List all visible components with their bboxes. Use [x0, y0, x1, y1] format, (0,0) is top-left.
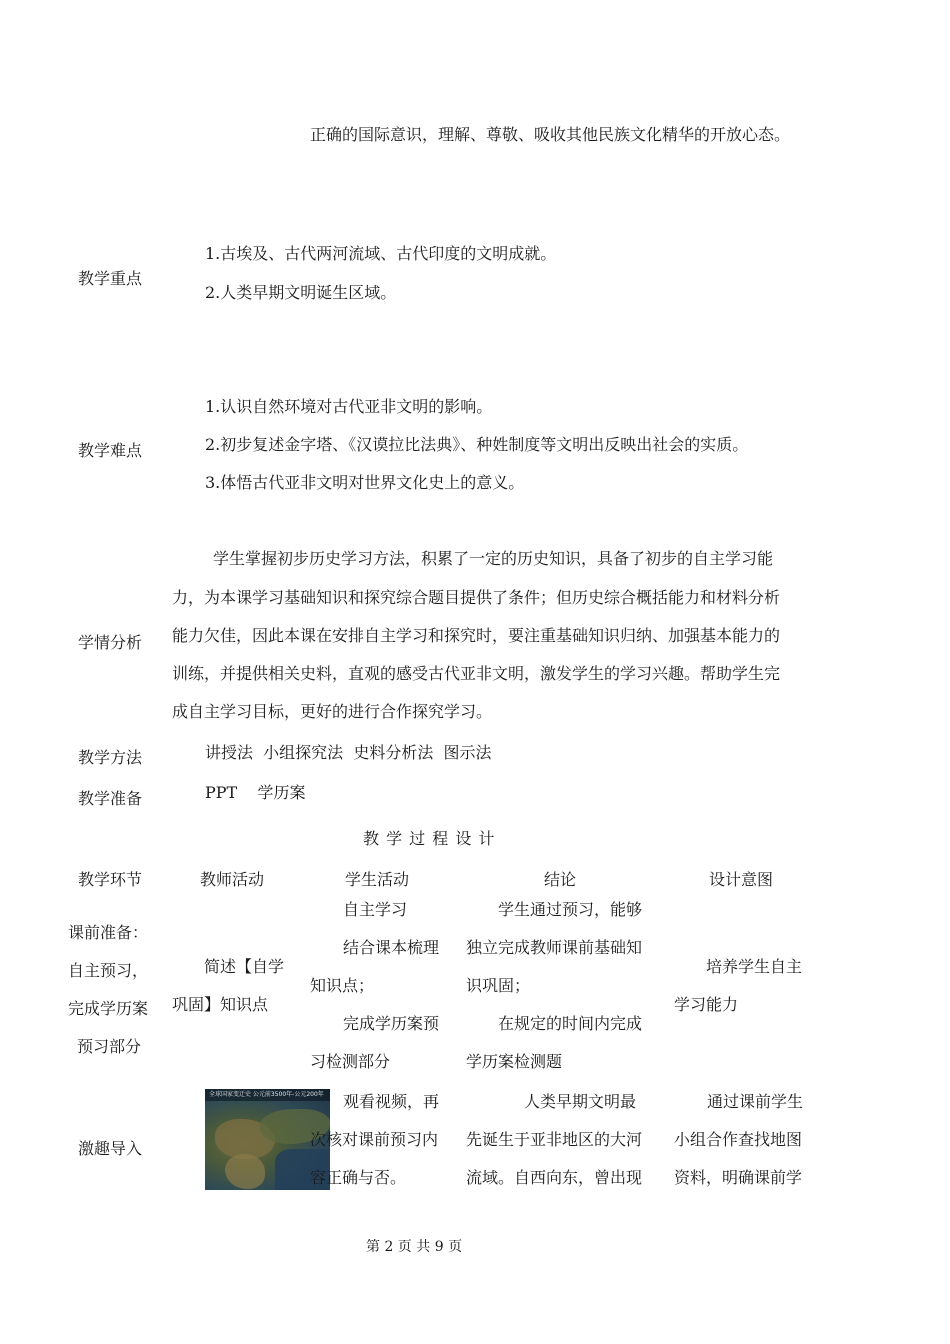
analysis-label: 学情分析 [78, 633, 143, 652]
difficulty-1: 1.认识自然环境对古代亚非文明的影响。 [205, 397, 493, 416]
row1-conclusion-line: 在规定的时间内完成 [498, 1014, 643, 1033]
row1-intent-line: 培养学生自主 [706, 957, 803, 976]
row2-conclusion-line: 流域。自西向东，曾出现 [466, 1168, 643, 1187]
row1-stage-line: 自主预习， [68, 961, 149, 980]
row1-student-line: 结合课本梳理 [343, 938, 440, 957]
row2-student-line: 容正确与否。 [310, 1168, 407, 1187]
preparation-value: PPT 学历案 [205, 783, 306, 802]
row1-intent [674, 948, 802, 1024]
row1-conclusion-line: 识巩固； [466, 976, 531, 995]
header-teacher: 教师活动 [200, 870, 265, 889]
row2-student-line: 观看视频，再 [343, 1092, 440, 1111]
row2-conclusion-line: 人类早期文明最 [524, 1092, 637, 1111]
key-point-2: 2.人类早期文明诞生区域。 [205, 283, 397, 302]
row2-conclusion-line: 先诞生于亚非地区的大河 [466, 1130, 643, 1149]
row2-student [310, 1083, 439, 1197]
analysis-line-3: 能力欠佳，因此本课在安排自主学习和探究时，要注重基础知识归纳、加强基本能力的 [172, 626, 781, 645]
header-stage: 教学环节 [78, 870, 143, 889]
row2-intent [674, 1083, 803, 1197]
map-caption: 全球国家变迁史 公元前3500年-公元200年 [205, 1089, 330, 1101]
row1-conclusion-line: 学历案检测题 [466, 1052, 563, 1071]
row2-student-line: 次核对课前预习内 [310, 1130, 439, 1149]
key-point-1: 1.古埃及、古代两河流域、古代印度的文明成就。 [205, 244, 557, 263]
header-intent: 设计意图 [709, 870, 774, 889]
preparation-label: 教学准备 [78, 789, 143, 808]
header-student: 学生活动 [345, 870, 410, 889]
row1-student [310, 891, 439, 1081]
row2-intent-line: 资料，明确课前学 [674, 1168, 803, 1187]
difficulties-label: 教学难点 [78, 441, 143, 460]
row1-student-line: 完成学历案预 [343, 1014, 440, 1033]
methods-value: 讲授法 小组探究法 史料分析法 图示法 [205, 743, 492, 762]
row1-student-line: 习检测部分 [310, 1052, 391, 1071]
methods-label: 教学方法 [78, 748, 143, 767]
row2-conclusion [466, 1083, 642, 1197]
key-points-label: 教学重点 [78, 269, 143, 288]
row1-stage [68, 914, 148, 1066]
header-conclusion: 结论 [544, 870, 577, 889]
row1-conclusion [466, 891, 642, 1081]
row1-stage-line: 课前准备： [68, 923, 149, 942]
row1-conclusion-line: 独立完成教师课前基础知 [466, 938, 643, 957]
row1-stage-line: 完成学历案 [68, 999, 149, 1018]
row1-teacher [172, 948, 284, 1024]
row1-stage-line: 预习部分 [77, 1037, 142, 1056]
row1-teacher-line: 简述【自学 [204, 957, 285, 976]
map-land-region [225, 1154, 265, 1189]
intro-line: 正确的国际意识，理解、尊敬、吸收其他民族文化精华的开放心态。 [310, 125, 791, 144]
row1-conclusion-line: 学生通过预习，能够 [498, 900, 643, 919]
row2-stage: 激趣导入 [78, 1139, 143, 1158]
difficulty-3: 3.体悟古代亚非文明对世界文化史上的意义。 [205, 473, 525, 492]
page-footer: 第 2 页 共 9 页 [366, 1239, 463, 1255]
analysis-line-2: 力，为本课学习基础知识和探究综合题目提供了条件；但历史综合概括能力和材料分析 [172, 588, 781, 607]
analysis-line-1: 学生掌握初步历史学习方法，积累了一定的历史知识，具备了初步的自主学习能 [213, 549, 774, 568]
row2-intent-line: 通过课前学生 [707, 1092, 804, 1111]
row1-teacher-line: 巩固】知识点 [172, 995, 269, 1014]
analysis-line-5: 成自主学习目标，更好的进行合作探究学习。 [172, 702, 493, 721]
row2-intent-line: 小组合作查找地图 [674, 1130, 803, 1149]
analysis-line-4: 训练，并提供相关史料，直观的感受古代亚非文明，激发学生的学习兴趣。帮助学生完 [172, 664, 781, 683]
process-title: 教 学 过 程 设 计 [363, 829, 496, 848]
difficulty-2: 2.初步复述金字塔、《汉谟拉比法典》、种姓制度等文明出反映出社会的实质。 [205, 435, 749, 454]
row1-student-line: 自主学习 [343, 900, 408, 919]
row1-intent-line: 学习能力 [674, 995, 739, 1014]
row1-student-line: 知识点； [310, 976, 375, 995]
